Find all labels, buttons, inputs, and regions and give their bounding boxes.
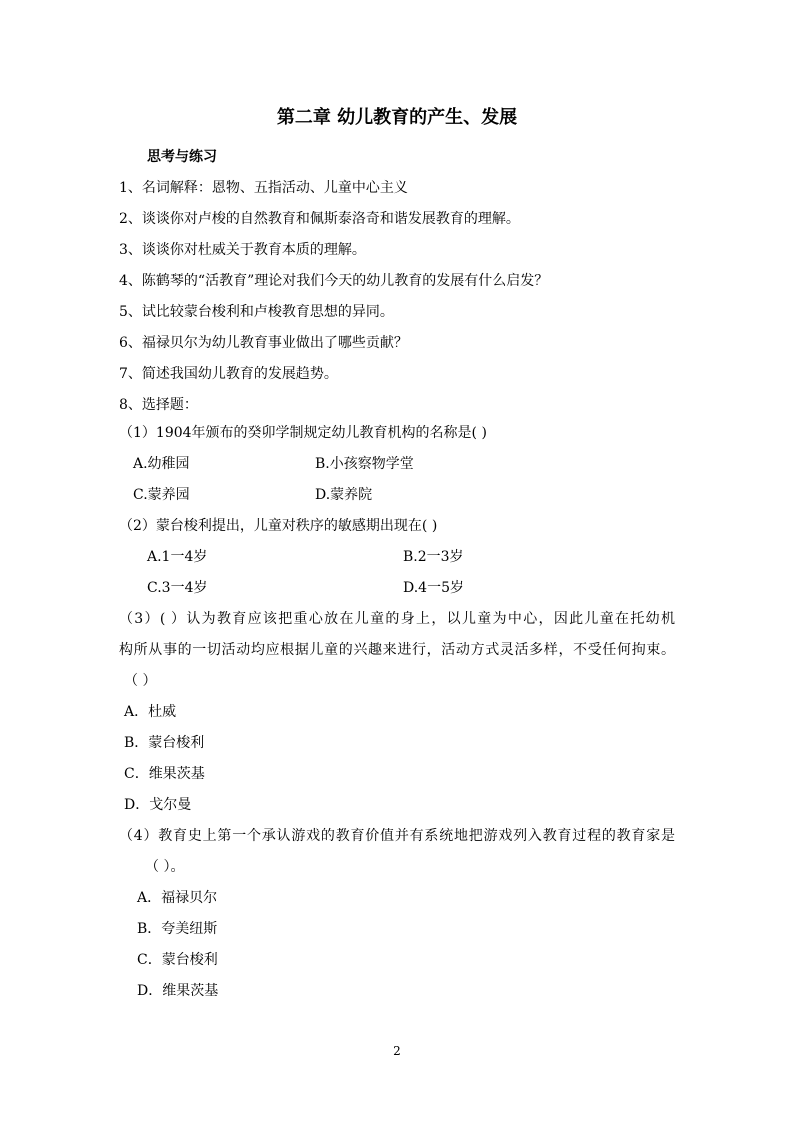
question-2: 2、谈谈你对卢梭的自然教育和佩斯泰洛奇和谐发展教育的理解。	[119, 211, 520, 227]
question-1: 1、名词解释：恩物、五指活动、儿童中心主义	[119, 180, 408, 196]
choice1-option-d: D.蒙养院	[315, 487, 373, 503]
choice3-stem-line1: （3）( ）认为教育应该把重心放在儿童的身上，以儿童为中心，因此儿童在托幼机	[119, 611, 675, 627]
question-6: 6、福禄贝尔为幼儿教育事业做出了哪些贡献？	[119, 335, 408, 351]
choice1-option-a: A.幼稚园	[133, 456, 190, 472]
choice3-option-d: D．戈尔曼	[124, 797, 192, 813]
choice2-stem: （2）蒙台梭利提出，儿童对秩序的敏感期出现在( )	[119, 518, 438, 534]
choice2-option-a: A.1一4岁	[147, 549, 208, 565]
choice2-option-b: B.2一3岁	[403, 549, 464, 565]
choice4-option-d: D．维果茨基	[137, 983, 219, 999]
choice2-option-d: D.4一5岁	[403, 580, 464, 596]
page-number: 2	[393, 1044, 401, 1058]
question-5: 5、试比较蒙台梭利和卢梭教育思想的异同。	[119, 304, 394, 320]
section-subtitle: 思考与练习	[147, 149, 217, 165]
choice3-option-b: B．蒙台梭利	[124, 735, 205, 751]
choice3-option-a: A．杜威	[124, 704, 177, 720]
choice3-option-c: C．维果茨基	[124, 766, 205, 782]
choice4-option-b: B．夸美纽斯	[137, 921, 218, 937]
question-8: 8、选择题：	[119, 397, 198, 413]
question-7: 7、简述我国幼儿教育的发展趋势。	[119, 366, 338, 382]
chapter-title: 第二章 幼儿教育的产生、发展	[276, 107, 518, 128]
choice3-stem-line3: （ ）	[124, 673, 157, 689]
choice3-stem-line2: 构所从事的一切活动均应根据儿童的兴趣来进行，活动方式灵活多样，不受任何拘束。	[119, 642, 675, 658]
choice4-option-a: A．福禄贝尔	[137, 890, 218, 906]
question-3: 3、谈谈你对杜威关于教育本质的理解。	[119, 242, 366, 258]
choice4-option-c: C．蒙台梭利	[137, 952, 218, 968]
choice4-stem-line1: （4）教育史上第一个承认游戏的教育价值并有系统地把游戏列入教育过程的教育家是	[119, 828, 675, 844]
choice1-option-c: C.蒙养园	[133, 487, 190, 503]
choice4-stem-line2: （ ）。	[145, 859, 185, 875]
choice2-option-c: C.3一4岁	[147, 580, 208, 596]
question-4: 4、陈鹤琴的“活教育”理论对我们今天的幼儿教育的发展有什么启发？	[119, 273, 549, 289]
choice1-stem: （1）1904年颁布的癸卯学制规定幼儿教育机构的名称是( )	[119, 425, 487, 441]
choice1-option-b: B.小孩察物学堂	[315, 456, 414, 472]
